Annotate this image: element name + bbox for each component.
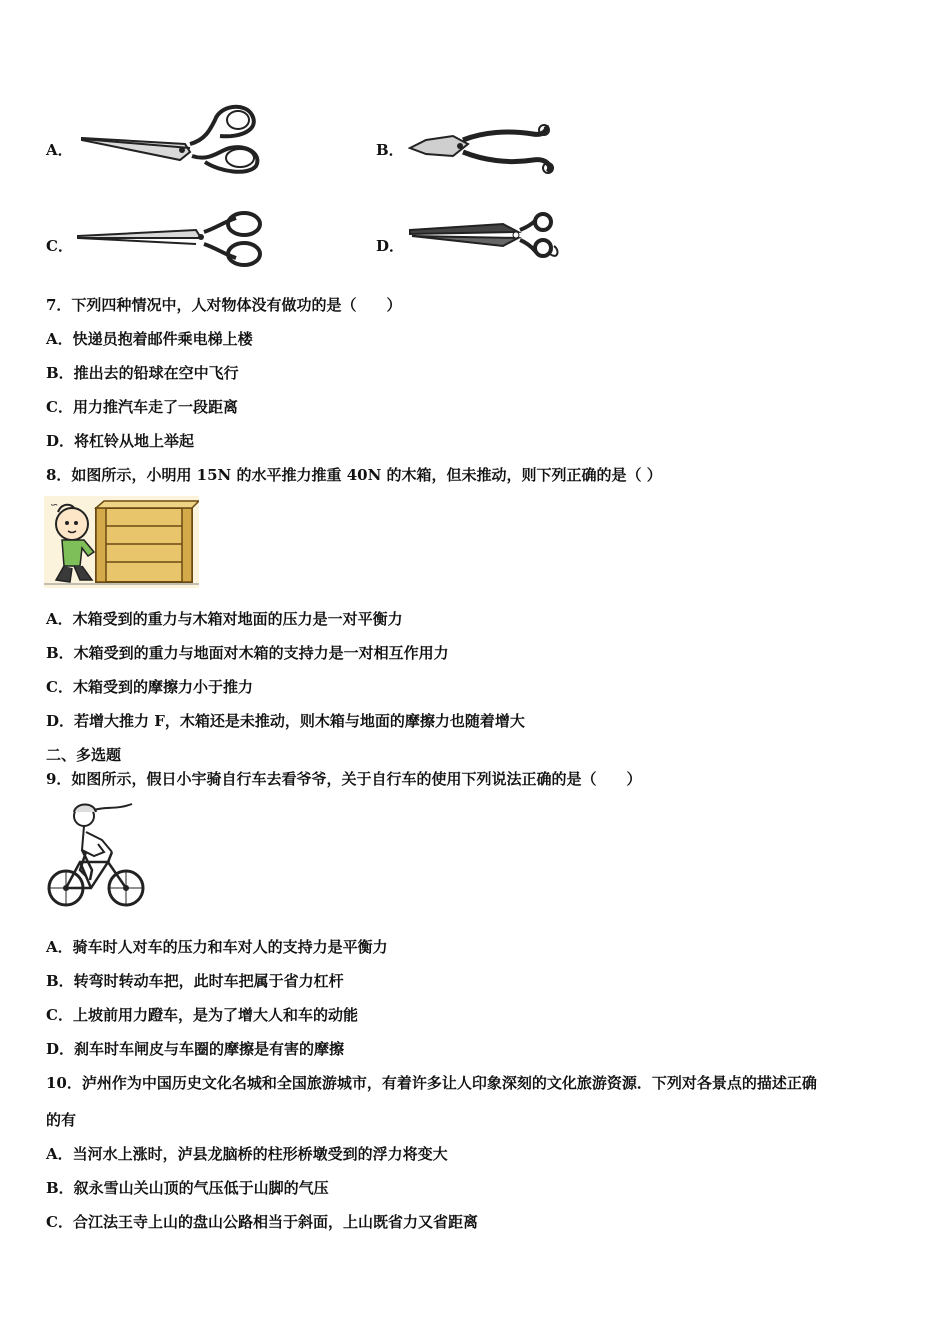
- q6-option-b-label: B．: [376, 141, 404, 159]
- q7-stem: 7．下列四种情况中，人对物体没有做功的是（ ）: [46, 296, 402, 314]
- q10-stem-line2: 的有: [46, 1111, 77, 1129]
- q6-option-a-label: A．: [46, 141, 73, 159]
- q10-option-a: A．当河水上涨时，泸县龙脑桥的柱形桥墩受到的浮力将变大: [46, 1145, 448, 1163]
- q8-option-d: D．若增大推力 F，木箱还是未推动，则木箱与地面的摩擦力也随着增大: [46, 712, 525, 730]
- scissors-icon: [76, 208, 266, 270]
- q7-option-b: B．推出去的铅球在空中飞行: [46, 364, 239, 382]
- svg-text:∽: ∽: [50, 500, 59, 511]
- q6-option-d-label: D．: [376, 237, 405, 255]
- boy-pushing-crate-illustration: [44, 496, 199, 588]
- q9-option-b: B．转弯时转动车把，此时车把属于省力杠杆: [46, 972, 344, 990]
- q8-option-a: A．木箱受到的重力与木箱对地面的压力是一对平衡力: [46, 610, 403, 628]
- kid-riding-bicycle-illustration: [46, 800, 146, 910]
- q8-option-c: C．木箱受到的摩擦力小于推力: [46, 678, 253, 696]
- q7-option-a: A．快递员抱着邮件乘电梯上楼: [46, 330, 253, 348]
- q6-option-c-label: C．: [46, 237, 73, 255]
- q9-stem: 9．如图所示，假日小宇骑自行车去看爷爷，关于自行车的使用下列说法正确的是（ ）: [46, 770, 642, 788]
- q8-stem: 8．如图所示，小明用 15N 的水平推力推重 40N 的木箱，但未推动，则下列正确的是（ ）: [46, 466, 662, 484]
- q10-option-c: C．合江法王寺上山的盘山公路相当于斜面，上山既省力又省距离: [46, 1213, 478, 1231]
- q10-option-b: B．叙永雪山关山顶的气压低于山脚的气压: [46, 1179, 329, 1197]
- q9-option-c: C．上坡前用力蹬车，是为了增大人和车的动能: [46, 1006, 358, 1024]
- tongs-icon: [408, 210, 568, 265]
- q7-option-d: D．将杠铃从地上举起: [46, 432, 195, 450]
- scissors-long-blade-icon: [80, 100, 265, 175]
- q10-stem-line1: 10．泸州作为中国历史文化名城和全国旅游城市，有着许多让人印象深刻的文化旅游资源．下列对各景点的描述正确: [46, 1074, 817, 1092]
- q7-option-c: C．用力推汽车走了一段距离: [46, 398, 238, 416]
- q8-option-b: B．木箱受到的重力与地面对木箱的支持力是一对相互作用力: [46, 644, 449, 662]
- q9-option-a: A．骑车时人对车的压力和车对人的支持力是平衡力: [46, 938, 388, 956]
- section-title-multiple-choice: 二、多选题: [46, 746, 122, 764]
- pliers-pincer-icon: [408, 122, 558, 177]
- q9-option-d: D．刹车时车闸皮与车圈的摩擦是有害的摩擦: [46, 1040, 345, 1058]
